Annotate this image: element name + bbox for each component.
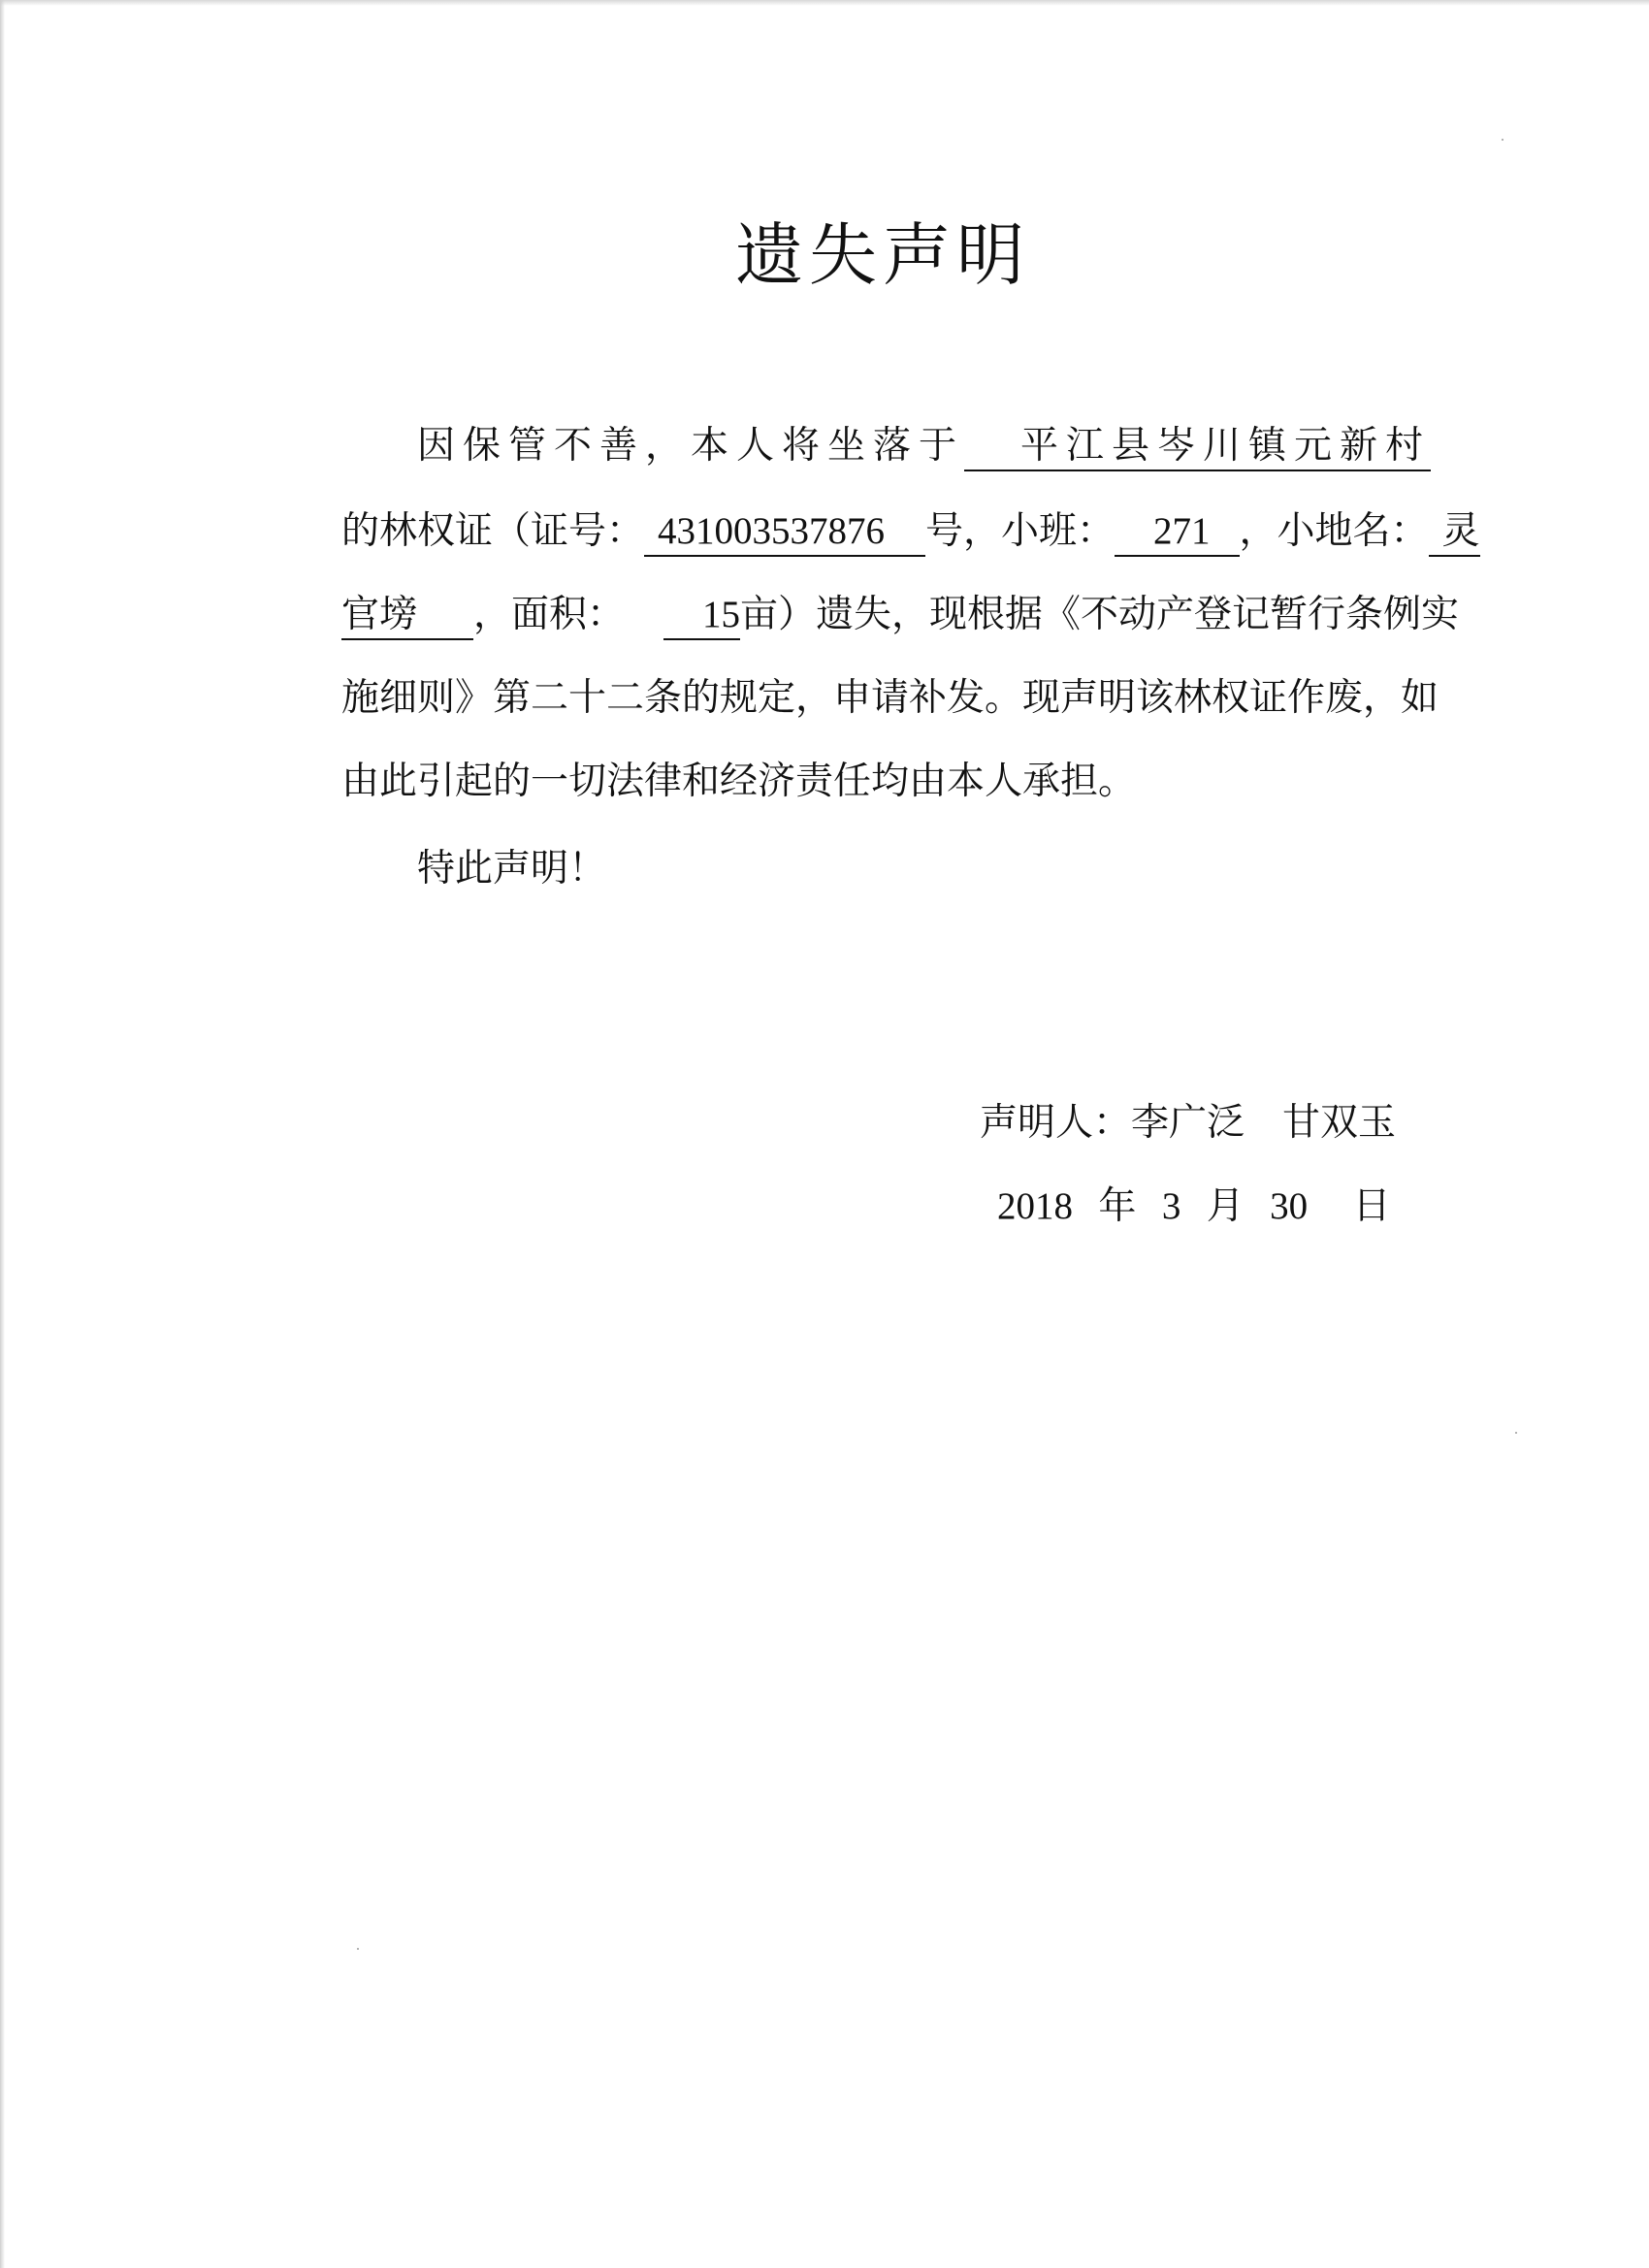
closing-statement: 特此声明！ xyxy=(417,847,607,891)
place-name-field-part1: 灵 xyxy=(1429,508,1480,557)
cert-number-field: 431003537876 xyxy=(644,508,925,557)
date-month: 3 xyxy=(1161,1185,1181,1227)
date-year-char: 年 xyxy=(1098,1184,1137,1228)
declarant-label: 声明人： xyxy=(980,1101,1132,1145)
location-field: 平江县岑川镇元新村 xyxy=(964,423,1431,471)
body-line-3 xyxy=(341,588,1459,642)
after-block-text: ，小地名： xyxy=(1239,509,1429,553)
declarant-names: 李广泛 甘双玉 xyxy=(1131,1101,1397,1145)
after-cert-text: 号，小班： xyxy=(925,509,1116,553)
scan-edge-left xyxy=(0,0,5,2268)
after-place-text: ，面积： xyxy=(473,593,626,636)
document-title: 遗失声明 xyxy=(735,215,1030,295)
cert-prefix-text: 的林权证（证号： xyxy=(341,509,645,553)
after-area-text: 亩）遗失，现根据《不动产登记暂行条例实 xyxy=(740,593,1460,636)
area-field: 15 xyxy=(663,592,740,640)
date-day: 30 xyxy=(1270,1185,1309,1227)
place-name-field-part2: 官塝 xyxy=(341,592,473,640)
date-line xyxy=(997,1180,1391,1234)
body-line-2 xyxy=(341,504,1480,559)
body-line-5: 由此引起的一切法律和经济责任均由本人承担。 xyxy=(341,760,1137,803)
body-line-4: 施细则》第二十二条的规定，申请补发。现声明该林权证作废，如 xyxy=(341,676,1439,720)
declarant-line xyxy=(980,1096,1396,1150)
scan-edge-top xyxy=(0,0,1649,6)
scan-speck xyxy=(1502,139,1504,141)
date-day-char: 日 xyxy=(1352,1184,1391,1228)
lead-text: 因保管不善，本人将坐落于 xyxy=(417,424,965,468)
scan-speck xyxy=(357,1948,359,1950)
block-number-field: 271 xyxy=(1115,508,1240,557)
body-line-1 xyxy=(417,419,1431,473)
date-month-char: 月 xyxy=(1206,1184,1245,1228)
date-year: 2018 xyxy=(997,1185,1073,1227)
scan-speck xyxy=(1515,1432,1517,1434)
